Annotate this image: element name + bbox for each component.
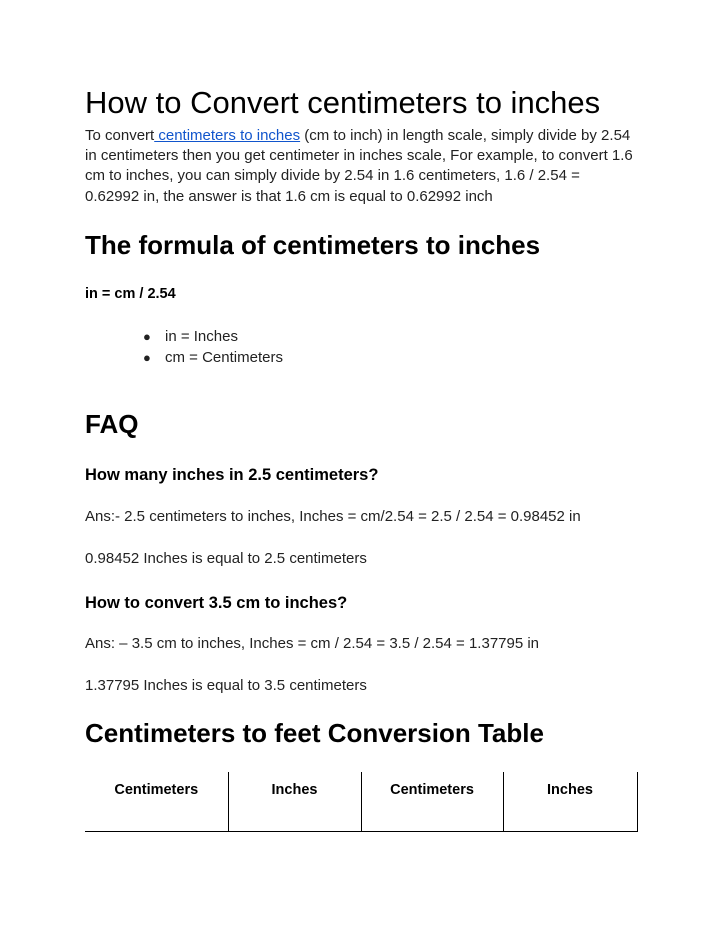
list-item	[143, 327, 283, 348]
table-header-cell: Inches	[228, 772, 361, 832]
faq-answer: Ans: – 3.5 cm to inches, Inches = cm / 2.54 = 3.5 / 2.54 = 1.37795 in	[85, 635, 540, 652]
centimeters-to-inches-link[interactable]: centimeters to inches	[154, 127, 301, 144]
conversion-table-heading: Centimeters to feet Conversion Table	[85, 718, 544, 748]
list-item	[143, 348, 283, 369]
formula-heading: The formula of centimeters to inches	[85, 230, 541, 260]
faq-answer: Ans:- 2.5 centimeters to inches, Inches = cm/2.54 = 2.5 / 2.54 = 0.98452 in	[85, 508, 581, 525]
table-header-cell: Inches	[503, 772, 637, 832]
table-header-cell: Centimeters	[85, 772, 228, 832]
table-header-row	[85, 772, 637, 832]
intro-text-before-link: To convert	[85, 127, 155, 144]
conversion-table	[85, 772, 638, 832]
list-item-label: in = Inches	[165, 328, 238, 345]
faq-result: 1.37795 Inches is equal to 3.5 centimeters	[85, 677, 367, 694]
faq-heading: FAQ	[85, 409, 139, 439]
formula-text: in = cm / 2.54	[85, 286, 176, 302]
page-title: How to Convert centimeters to inches	[85, 85, 601, 120]
faq-question: How many inches in 2.5 centimeters?	[85, 466, 379, 484]
intro-text-after-link: (cm to inch) in length scale, simply divide by 2.54 in centimeters then you get centimeter in inches scale, For example, to convert 1.6 cm to inches, you can simply divide by 2.54 in 1.6 centimeters, 1.6 / 2.54 = 0.62992 in, the answer is that 1.6 cm is equal to 0.62992 inch	[85, 127, 633, 205]
faq-question: How to convert 3.5 cm to inches?	[85, 594, 348, 612]
bullet-icon: ●	[143, 329, 151, 344]
faq-result: 0.98452 Inches is equal to 2.5 centimeters	[85, 550, 367, 567]
table-header-cell: Centimeters	[361, 772, 503, 832]
formula-legend-list	[143, 327, 283, 368]
bullet-icon: ●	[143, 349, 151, 365]
list-item-label: cm = Centimeters	[165, 348, 283, 366]
intro-paragraph	[85, 126, 637, 207]
